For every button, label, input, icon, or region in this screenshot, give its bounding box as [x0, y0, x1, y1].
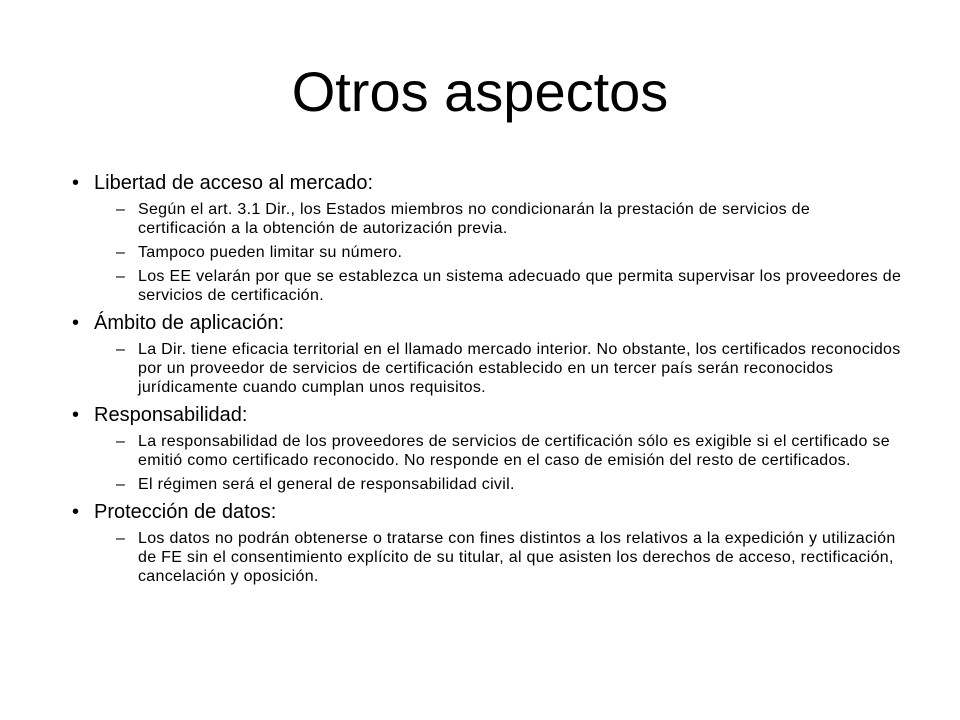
sub-list — [116, 529, 902, 586]
dash-marker: – — [116, 244, 126, 261]
bullet-heading — [72, 170, 902, 196]
bullet-heading-text: Responsabilidad: — [94, 404, 248, 426]
bullet-marker: • — [72, 312, 80, 334]
section-proteccion-datos — [72, 499, 902, 586]
bullet-heading-text: Libertad de acceso al mercado: — [94, 172, 374, 194]
sub-item-text: El régimen será el general de responsabilidad civil. — [138, 476, 515, 493]
sub-item-text: La responsabilidad de los proveedores de servicios de certificación sólo es exigible si el certificado se emitió como certificado reconocido. No responde en el caso de emisión del resto de certificados. — [138, 433, 890, 469]
sub-item-text: La Dir. tiene eficacia territorial en el llamado mercado interior. No obstante, los certificados reconocidos por un proveedor de servicios de certificación establecido en un tercer país serán reconocidos jurídicamente cuando cumplan unos requisitos. — [138, 341, 901, 396]
dash-marker: – — [116, 433, 126, 450]
sub-list — [116, 340, 902, 397]
bullet-heading-text: Ámbito de aplicación: — [94, 312, 285, 334]
sub-item — [116, 243, 902, 262]
sub-item-text: Los datos no podrán obtenerse o tratarse con fines distintos a los relativos a la expedición y utilización de FE sin el consentimiento explícito de su titular, al que asisten los derechos de acceso, rectificación, cancelación y oposición. — [138, 530, 896, 585]
sub-list — [116, 432, 902, 494]
sub-list — [116, 200, 902, 305]
sub-item-text: Tampoco pueden limitar su número. — [138, 244, 403, 261]
bullet-heading — [72, 499, 902, 525]
sub-item — [116, 200, 902, 238]
dash-marker: – — [116, 268, 126, 285]
slide-title: Otros aspectos — [291, 60, 669, 123]
dash-marker: – — [116, 341, 126, 358]
sub-item — [116, 267, 902, 305]
dash-marker: – — [116, 476, 126, 493]
section-ambito-aplicacion — [72, 310, 902, 397]
bullet-marker: • — [72, 404, 80, 426]
bullet-marker: • — [72, 172, 80, 194]
sub-item — [116, 529, 902, 586]
bullet-heading — [72, 402, 902, 428]
section-libertad-acceso — [72, 170, 902, 305]
section-responsabilidad — [72, 402, 902, 494]
sub-item — [116, 475, 902, 494]
sub-item-text: Según el art. 3.1 Dir., los Estados miembros no condicionarán la prestación de servicios de certificación a la obtención de autorización previa. — [138, 201, 811, 237]
dash-marker: – — [116, 201, 126, 218]
bullet-heading-text: Protección de datos: — [94, 501, 277, 523]
slide-content — [72, 170, 902, 591]
bullet-marker: • — [72, 501, 80, 523]
sub-item — [116, 340, 902, 397]
sub-item — [116, 432, 902, 470]
dash-marker: – — [116, 530, 126, 547]
sub-item-text: Los EE velarán por que se establezca un sistema adecuado que permita supervisar los proveedores de servicios de certificación. — [138, 268, 902, 304]
bullet-heading — [72, 310, 902, 336]
